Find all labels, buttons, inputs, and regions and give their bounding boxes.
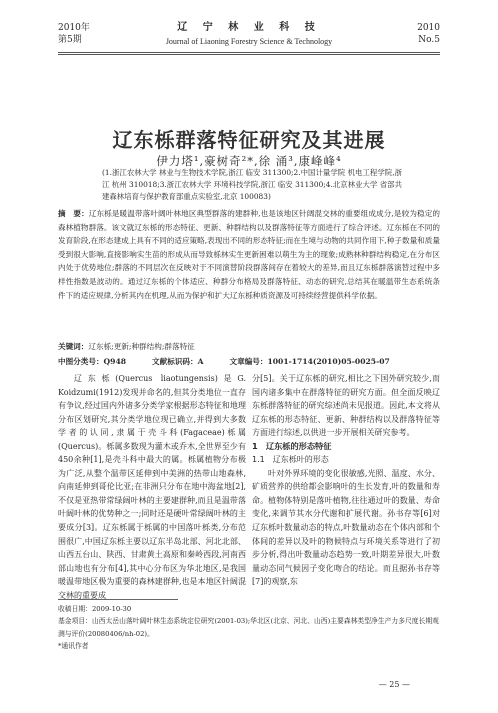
footnotes [58,603,440,653]
document-code: 文献标识码：A [152,357,204,366]
abstract-text: 辽东栎是暖温带落叶阔叶林地区典型群落的建群种,也是该地区针阔混交林的重要组成成分,是较为稳定的森林植物群落。该文就辽东栎的形态特征、更新、种群结构以及群落特征等方面进行了综合评述。辽东栎在不同的发育阶段,在形态建成上具有不同的适应策略,表现出不同的形态特征;而在生境与动物的共同作用下,种子数量和质量受到很大影响,直接影响实生苗的形成从而导致栎林实生更新困难以萌生为主的现象;成熟林种群结构稳定,在分布区内处于优势地位;群落的不同层次在反映对于不同演替阶段群落间存在着较大的差异,而且辽东栎群落演替过程中多样性指数是波动的。通过辽东栎的个体适应、种群分布格局及群落特征、动态的研究,总结其在暖温带生态系统条件下的适应规律,分析其内在机理,从而为保护和扩大辽东栎种质资源及可持续经营提供科学依据。 [58,209,440,300]
header-year-right: 2010 [417,23,440,33]
body-column-right [252,372,440,589]
article-title: 辽东栎群落特征研究及其进展 [112,128,386,152]
header-rule [58,52,440,53]
article-number: 文章编号：1001-1714(2010)05-0025-07 [229,357,390,366]
corresponding-author: *通讯作者 [58,642,89,651]
keywords [58,341,440,353]
body-paragraph: 叶对外界环境的变化很敏感,光照、温度、水分、矿质营养的供给都会影响叶的生长发育,叶的数量和寿命。植物体特别是落叶植物,往往通过叶的数量、寿命变化,来调节其水分代谢和扩展代谢。孙书存等[6]对辽东栎叶数量动态的特点,叶数量动态在个体内部和个体间的差异以及叶的物候特点与环境关系等进行了初步分析,得出叶数量动态趋势一致,叶期差异很大,叶数量动态同气候因子变化吻合的结论。而且据孙书存等[7]的观察,东 [252,468,440,587]
body-column-left [58,372,246,602]
received-date: 收稿日期：2009-10-30 [58,605,132,613]
page-number: — 25 — [378,680,410,689]
abstract-label: 摘 要： [58,209,89,218]
body-paragraph: 辽东栎(Quercus liaotungensis)是G. Koidzumi(1912)发现并命名的,但其分类地位一直存有争议,经过国内外诸多分类学家根据形态特征和地理分布区划研究,其分类学地位现已确立,并得到大多数学者的认同,隶属于壳斗科(Fagaceae)栎属(Quercus)。栎属多数现为灌木或乔木,全世界至少有450余种[1],是壳斗科中最大的属。栎属植物分布极为广泛,从整个温带区延伸到中美洲的热带山地森林,向南延伸到哥伦比亚;在非洲只分布在地中海盆地[2],不仅是亚热带常绿阔叶林的主要建群种,而且是温带落叶阔叶林的优势种之一;同时还是硬叶常绿阔叶林的主要成分[3]。辽东栎属于栎属的中国落叶栎类,分布范围很广,中国辽东栎主要以辽东半岛北部、河北北部、山西五台山、陕西、甘肃黄土高原和秦岭西段,河南西部山地也有分布[4],其中心分布区为华北地区,是我国暖温带地区极为重要的森林建群种,也是本地区针阔混交林的重要成 [58,374,246,600]
section-heading: 1 辽东栎的形态特征 [252,440,332,451]
fund-info: 基金项目：山西太岳山落叶阔叶林生态系统定位研究(2001-03);华北区(北京、河北、山西)主要森林类型净生产力多尺度长期观测与评价(20080406/nh-02)。 [58,617,439,638]
article-authors: 伊力塔¹,豪树奇²*,徐 涌³,康峰峰⁴ [156,154,342,168]
header-rule-secondary [58,54,440,55]
journal-name-en: Journal of Liaoning Forestry Science & Technology [165,37,333,46]
header-issue-right: No.5 [418,35,440,45]
footnote-rule [58,599,178,600]
keywords-label: 关键词： [58,342,89,351]
journal-masthead [120,22,378,48]
classification-line [58,356,440,368]
class-number: 中图分类号：Q948 [58,357,127,366]
author-affiliations: (1.浙江农林大学 林业与生物技术学院,浙江 临安 311300;2.中国计量学院 机电工程学院,浙江 杭州 310018;3.浙江农林大学 环境科技学院,浙江 临安 311300;4.北京林业大学 省部共建森林培育与保护教育部重点实验室,北京 100083) [102,168,402,202]
header-year-left: 2010年 [58,23,90,33]
body-paragraph: 分[5]。关于辽东栎的研究,相比之下国外研究较少,而国内诸多集中在群落特征的研究方面。但全面反映辽东栎群落特征的研究综述尚未见报道。因此,本文将从辽东栎的形态特征、更新、种群结构以及群落特征等方面进行综述,以供进一步开展相关研究参考。 [252,374,440,438]
subsection-heading: 1.1 辽东栎叶的形态 [252,455,329,465]
abstract [58,207,440,302]
keywords-text: 辽东栎;更新;种群结构;群落特征 [88,342,195,351]
header-issue-left: 第5期 [58,35,82,45]
journal-volume-left [58,22,90,46]
journal-name-cn: 辽 宁 林 业 科 技 [177,22,321,33]
journal-volume-right [417,22,440,46]
